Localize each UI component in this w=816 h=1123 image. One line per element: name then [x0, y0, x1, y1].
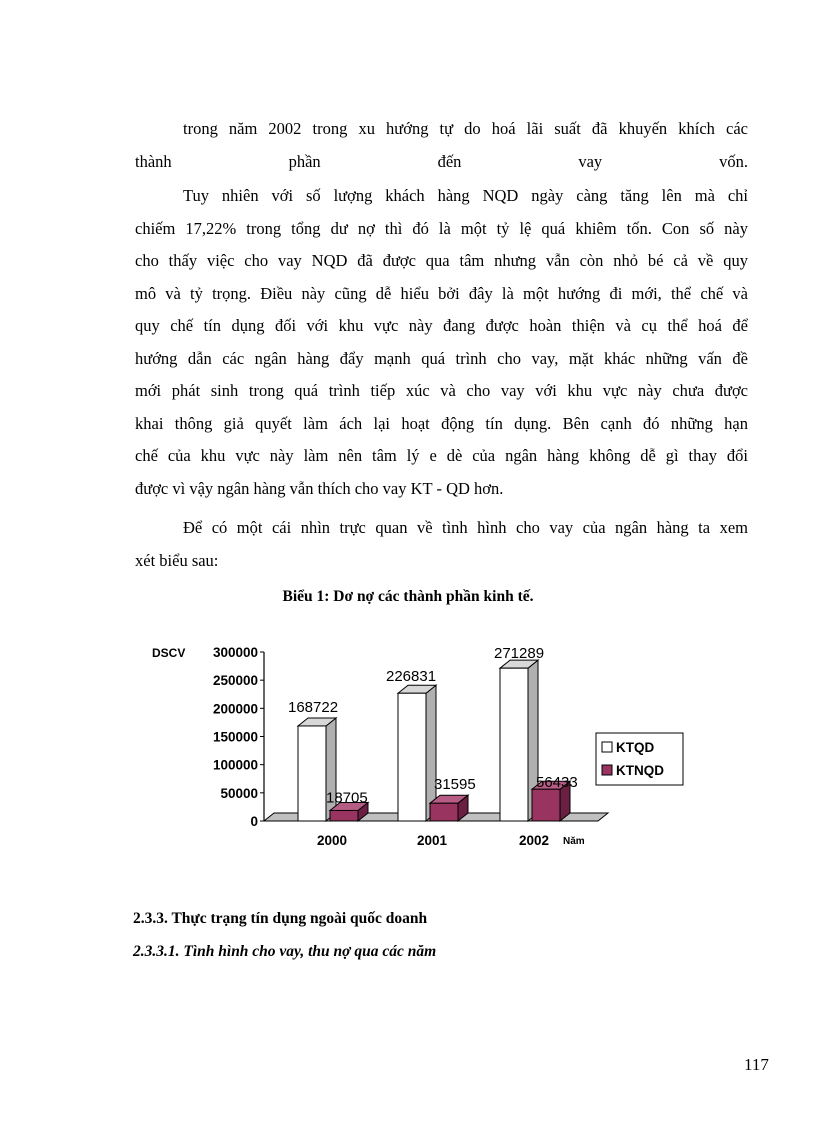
- x-tick-label: 2002: [518, 833, 550, 848]
- y-tick-label: 50000: [220, 785, 258, 801]
- paragraph-line: trong năm 2002 trong xu hướng tự do hoá lãi suất đã khuyến khích các: [183, 119, 748, 138]
- bar: [330, 810, 358, 821]
- bar: [500, 668, 528, 821]
- y-tick-label: 300000: [212, 645, 258, 660]
- paragraph-line: cho thấy việc cho vay NQD đã được qua tâm nhưng vẫn còn nhỏ bé cả về quy: [135, 251, 748, 270]
- paragraph-line: chế của khu vực này làm nên tâm lý e dè của ngân hàng không dễ gì thay đổi: [135, 446, 748, 465]
- legend-swatch-ktqd: [602, 742, 612, 752]
- paragraph-line: thành phần đến vay vốn.: [135, 151, 748, 171]
- section-heading: 2.3.3. Thực trạng tín dụng ngoài quốc doanh: [133, 910, 428, 927]
- data-label: 31595: [434, 776, 476, 794]
- y-tick-label: 0: [250, 814, 258, 829]
- legend-swatch-ktnqd: [602, 765, 612, 775]
- data-label: 271289: [494, 645, 545, 663]
- y-tick-label: 200000: [212, 701, 258, 717]
- bar: [532, 789, 560, 821]
- x-tick-label: 2000: [316, 833, 348, 848]
- paragraph-line: Để có một cái nhìn trực quan về tình hình cho vay của ngân hàng ta xem: [183, 518, 748, 537]
- paragraph-line: quy chế tín dụng đối với khu vực này đang được hoàn thiện và cụ thể hoá để: [135, 316, 748, 335]
- legend-label-ktqd: KTQD: [616, 740, 655, 755]
- bar-chart: [148, 635, 708, 860]
- legend-label-ktnqd: KTNQD: [616, 763, 664, 778]
- paragraph-line: Tuy nhiên với số lượng khách hàng NQD ngày càng tăng lên mà chỉ: [183, 186, 748, 205]
- data-label: 226831: [386, 668, 437, 686]
- paragraph-line: chiếm 17,22% trong tổng dư nợ thì đó là một tỷ lệ quá khiêm tốn. Con số này: [135, 218, 748, 238]
- y-tick-label: 100000: [212, 757, 258, 773]
- paragraph-line: mới phát sinh trong quá trình tiếp xúc và cho vay với khu vực này chưa được: [135, 381, 748, 400]
- paragraph-line: khai thông giả quyết làm ách lại hoạt động tín dụng. Bên cạnh đó những hạn: [135, 413, 748, 433]
- paragraph-line: mô và tỷ trọng. Điều này cũng dễ hiểu bởi đây là một hướng đi mới, thể chế và: [135, 283, 748, 303]
- data-label: 168722: [288, 698, 339, 716]
- y-axis-title: DSCV: [152, 646, 186, 660]
- paragraph-1: [135, 113, 748, 178]
- data-label: 56433: [536, 774, 578, 792]
- data-label: 18705: [326, 789, 368, 807]
- x-axis-title: Năm: [563, 836, 585, 847]
- paragraph-3: [135, 512, 748, 577]
- paragraph-line: xét biểu sau:: [135, 550, 219, 570]
- y-tick-label: 150000: [212, 729, 258, 745]
- paragraph-2: [135, 180, 748, 505]
- paragraph-line: hướng dẫn các ngân hàng đẩy mạnh quá trình cho vay, mặt khác những vấn đề: [135, 348, 748, 368]
- page-number: 117: [744, 1055, 769, 1074]
- x-tick-label: 2001: [416, 833, 448, 848]
- bar: [398, 693, 426, 821]
- bar: [298, 726, 326, 821]
- figure-caption: Biểu 1: Dơ nợ các thành phần kinh tế.: [282, 588, 534, 605]
- bar: [430, 803, 458, 821]
- y-tick-label: 250000: [212, 673, 258, 689]
- subsection-heading: 2.3.3.1. Tình hình cho vay, thu nợ qua các năm: [133, 943, 437, 960]
- paragraph-line: được vì vậy ngân hàng vẫn thích cho vay KT - QD hơn.: [135, 478, 504, 498]
